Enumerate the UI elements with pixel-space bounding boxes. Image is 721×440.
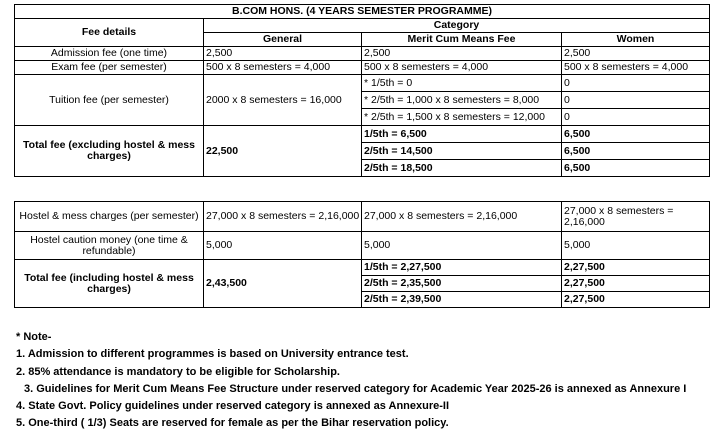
total-with-hostel-women-2: 2,27,500	[562, 276, 710, 292]
caution-money-row	[15, 232, 710, 260]
caution-money-label: Hostel caution money (one time & refundable)	[15, 232, 204, 260]
fee-table	[14, 4, 710, 177]
total-fee-general: 22,500	[204, 126, 362, 177]
total-fee-merit-2: 2/5th = 14,500	[362, 143, 562, 160]
exam-fee-label: Exam fee (per semester)	[15, 61, 204, 75]
tuition-fee-women-3: 0	[562, 109, 710, 126]
total-with-hostel-merit-3: 2/5th = 2,39,500	[362, 292, 562, 308]
hostel-mess-merit: 27,000 x 8 semesters = 2,16,000	[362, 202, 562, 232]
exam-fee-women: 500 x 8 semesters = 4,000	[562, 61, 710, 75]
total-with-hostel-merit-1: 1/5th = 2,27,500	[362, 260, 562, 276]
admission-fee-merit: 2,500	[362, 47, 562, 61]
admission-fee-label: Admission fee (one time)	[15, 47, 204, 61]
admission-fee-women: 2,500	[562, 47, 710, 61]
tuition-fee-merit-3: * 2/5th = 1,500 x 8 semesters = 12,000	[362, 109, 562, 126]
total-fee-women-1: 6,500	[562, 126, 710, 143]
hostel-mess-row	[15, 202, 710, 232]
total-fee-merit-1: 1/5th = 6,500	[362, 126, 562, 143]
admission-fee-general: 2,500	[204, 47, 362, 61]
hostel-table	[14, 201, 710, 308]
total-with-hostel-row	[15, 260, 710, 276]
total-fee-merit-3: 2/5th = 18,500	[362, 160, 562, 177]
total-with-hostel-women-3: 2,27,500	[562, 292, 710, 308]
tuition-fee-general: 2000 x 8 semesters = 16,000	[204, 75, 362, 126]
exam-fee-row	[15, 61, 710, 75]
total-with-hostel-merit-2: 2/5th = 2,35,500	[362, 276, 562, 292]
women-header: Women	[562, 33, 710, 47]
note-item-3: 3. Guidelines for Merit Cum Means Fee Structure under reserved category for Academic Year 2025-26 is annexed as Annexure I	[24, 382, 687, 395]
exam-fee-general: 500 x 8 semesters = 4,000	[204, 61, 362, 75]
total-with-hostel-general: 2,43,500	[204, 260, 362, 308]
note-item-4: 4. State Govt. Policy guidelines under reserved category is annexed as Annexure-II	[16, 400, 450, 413]
general-header: General	[204, 33, 362, 47]
total-fee-women-3: 6,500	[562, 160, 710, 177]
hostel-mess-label: Hostel & mess charges (per semester)	[15, 202, 204, 232]
note-item-1: 1. Admission to different programmes is based on University entrance test.	[16, 348, 409, 361]
notes-heading: * Note-	[16, 331, 52, 343]
tuition-fee-women-2: 0	[562, 92, 710, 109]
programme-title: B.COM HONS. (4 YEARS SEMESTER PROGRAMME)	[15, 5, 710, 19]
note-item-2: 2. 85% attendance is mandatory to be eligible for Scholarship.	[16, 365, 340, 378]
merit-header: Merit Cum Means Fee	[362, 33, 562, 47]
notes-section	[16, 329, 716, 433]
caution-money-general: 5,000	[204, 232, 362, 260]
total-fee-women-2: 6,500	[562, 143, 710, 160]
total-fee-row	[15, 126, 710, 143]
exam-fee-merit: 500 x 8 semesters = 4,000	[362, 61, 562, 75]
caution-money-merit: 5,000	[362, 232, 562, 260]
total-fee-label: Total fee (excluding hostel & mess charges)	[15, 126, 204, 177]
note-item-5: 5. One-third ( 1/3) Seats are reserved for female as per the Bihar reservation policy.	[16, 417, 449, 430]
total-with-hostel-women-1: 2,27,500	[562, 260, 710, 276]
tuition-fee-women-1: 0	[562, 75, 710, 92]
hostel-mess-women: 27,000 x 8 semesters = 2,16,000	[562, 202, 710, 232]
tuition-fee-row	[15, 75, 710, 92]
tuition-fee-merit-1: * 1/5th = 0	[362, 75, 562, 92]
admission-fee-row	[15, 47, 710, 61]
category-header: Category	[204, 19, 710, 33]
tuition-fee-merit-2: * 2/5th = 1,000 x 8 semesters = 8,000	[362, 92, 562, 109]
caution-money-women: 5,000	[562, 232, 710, 260]
fee-details-header: Fee details	[15, 19, 204, 47]
tuition-fee-label: Tuition fee (per semester)	[15, 75, 204, 126]
total-with-hostel-label: Total fee (including hostel & mess charges)	[15, 260, 204, 308]
hostel-mess-general: 27,000 x 8 semesters = 2,16,000	[204, 202, 362, 232]
